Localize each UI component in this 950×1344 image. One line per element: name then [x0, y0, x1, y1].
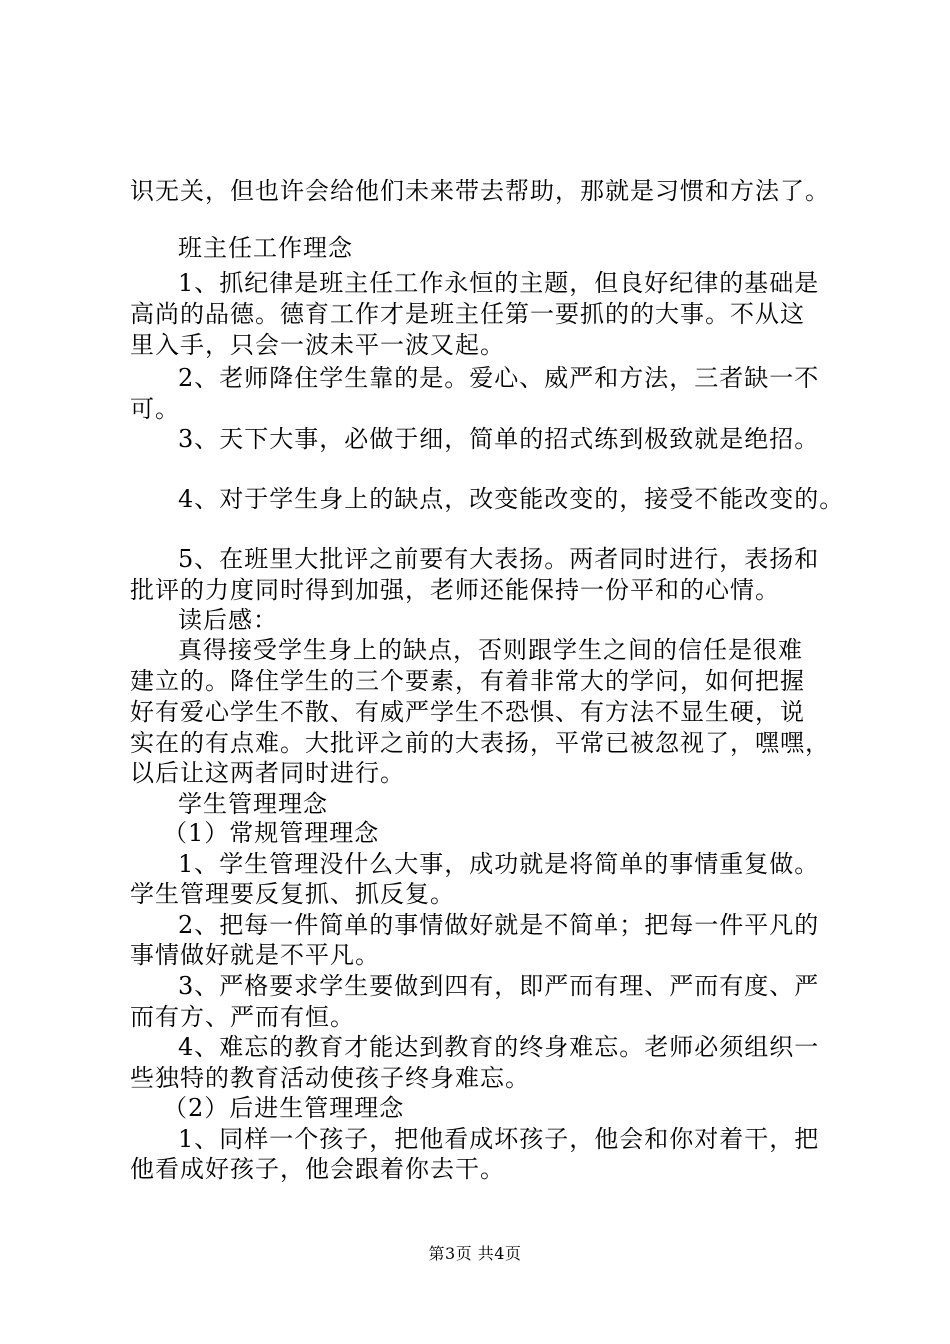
text-line: 可。 — [130, 395, 180, 423]
text-line: 1、学生管理没什么大事，成功就是将简单的事情重复做。 — [178, 850, 820, 878]
text-line: 识无关，但也许会给他们未来带去帮助，那就是习惯和方法了。 — [130, 177, 830, 205]
text-line: 4、难忘的教育才能达到教育的终身难忘。老师必须组织一 — [178, 1033, 820, 1061]
section-heading: 学生管理理念 — [178, 790, 328, 818]
text-line: 2、把每一件简单的事情做好就是不简单；把每一件平凡的 — [178, 911, 820, 939]
text-line: 建立的。降住学生的三个要素，有着非常大的学问，如何把握 — [130, 667, 805, 695]
text-line: 5、在班里大批评之前要有大表扬。两者同时进行，表扬和 — [178, 545, 820, 573]
text-line: 好有爱心学生不散、有威严学生不恐惧、有方法不显生硬，说 — [130, 698, 805, 726]
subsection-heading: （2）后进生管理理念 — [163, 1094, 405, 1122]
text-line: 1、同样一个孩子，把他看成坏孩子，他会和你对着干，把 — [178, 1125, 820, 1153]
text-line: 事情做好就是不平凡。 — [130, 941, 380, 969]
text-line: 而有方、严而有恒。 — [130, 1003, 355, 1031]
text-line: 1、抓纪律是班主任工作永恒的主题，但良好纪律的基础是 — [178, 269, 820, 297]
text-line: 3、天下大事，必做于细，简单的招式练到极致就是绝招。 — [178, 425, 820, 453]
section-heading: 班主任工作理念 — [178, 234, 353, 262]
text-line: 2、老师降住学生靠的是。爱心、威严和方法，三者缺一不 — [178, 364, 820, 392]
text-line: 学生管理要反复抓、抓反复。 — [130, 880, 455, 908]
subsection-heading: （1）常规管理理念 — [163, 819, 380, 847]
text-line: 真得接受学生身上的缺点，否则跟学生之间的信任是很难 — [178, 636, 803, 664]
text-line: 3、严格要求学生要做到四有，即严而有理、严而有度、严 — [178, 972, 820, 1000]
text-line: 批评的力度同时得到加强，老师还能保持一份平和的心情。 — [130, 576, 780, 604]
text-line: 高尚的品德。德育工作才是班主任第一要抓的的大事。不从这 — [130, 300, 805, 328]
text-line: 里入手，只会一波未平一波又起。 — [130, 331, 505, 359]
text-line: 些独特的教育活动使孩子终身难忘。 — [130, 1064, 530, 1092]
text-line: 实在的有点难。大批评之前的大表扬，平常已被忽视了，嘿嘿， — [130, 729, 830, 757]
text-line: 以后让这两者同时进行。 — [130, 759, 405, 787]
section-heading: 读后感： — [178, 606, 278, 634]
text-line: 他看成好孩子，他会跟着你去干。 — [130, 1155, 505, 1183]
page-footer: 第3页 共4页 — [428, 1244, 522, 1263]
text-line: 4、对于学生身上的缺点，改变能改变的，接受不能改变的。 — [178, 485, 845, 513]
